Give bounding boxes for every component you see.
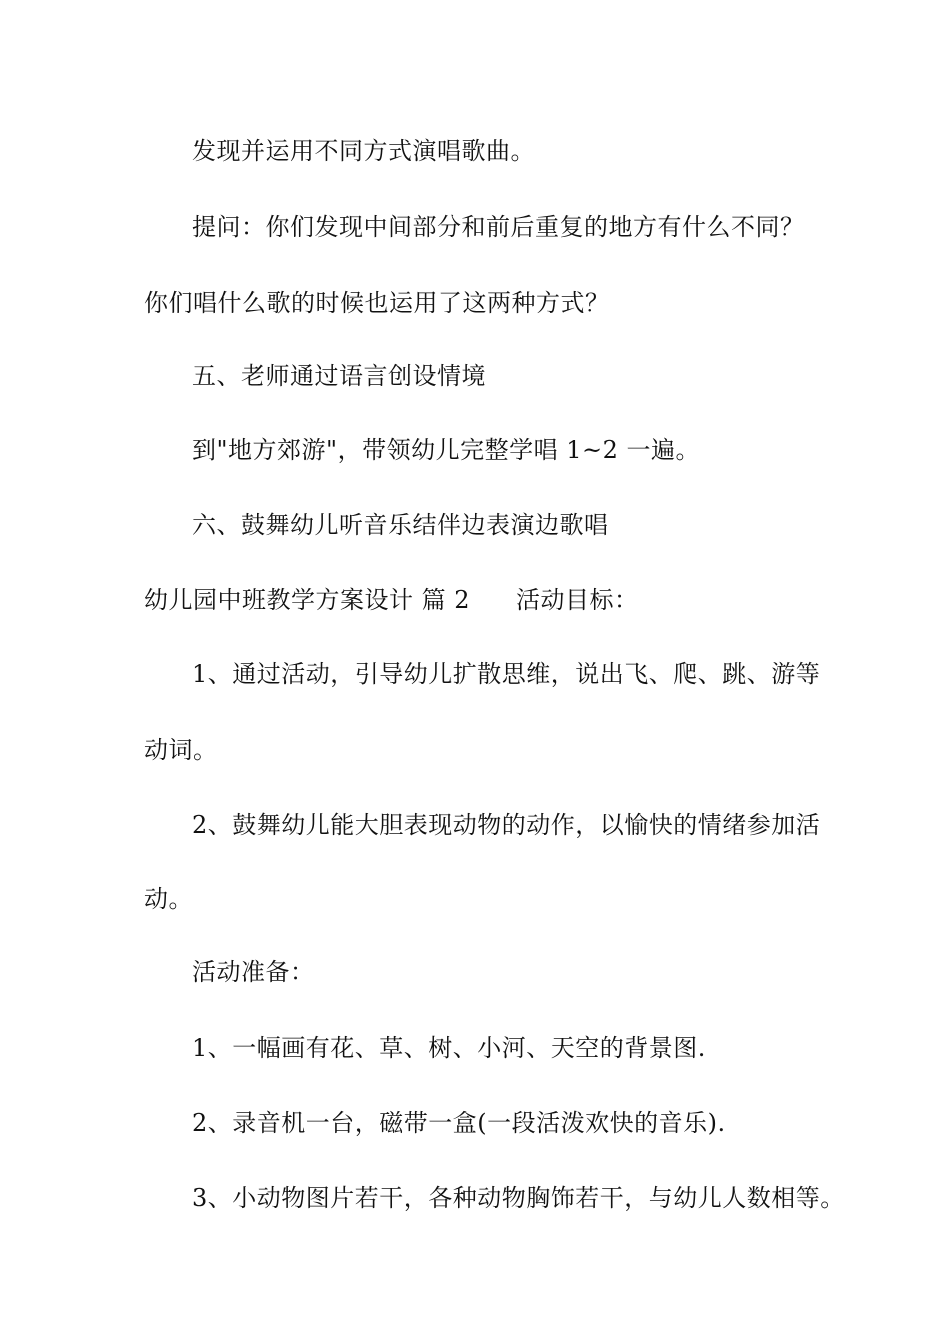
list-item: 2、录音机一台，磁带一盒(一段活泼欢快的音乐). xyxy=(192,1109,726,1137)
section-heading: 六、鼓舞幼儿听音乐结伴边表演边歌唱 xyxy=(192,511,609,539)
section-heading: 五、老师通过语言创设情境 xyxy=(192,362,486,390)
paragraph-line: 提问：你们发现中间部分和前后重复的地方有什么不同？ xyxy=(192,213,805,241)
subsection-heading: 活动目标： xyxy=(516,586,639,614)
list-item: 2、鼓舞幼儿能大胆表现动物的动作，以愉快的情绪参加活 xyxy=(192,811,821,839)
paragraph-line: 到"地方郊游"，带领幼儿完整学唱 1~2 一遍。 xyxy=(192,436,700,464)
paragraph-line: 动词。 xyxy=(144,736,218,764)
article-title: 幼儿园中班教学方案设计 篇 2 xyxy=(144,586,471,614)
subsection-heading: 活动准备： xyxy=(192,958,315,986)
list-item: 3、小动物图片若干，各种动物胸饰若干，与幼儿人数相等。 xyxy=(192,1184,845,1212)
paragraph-line: 你们唱什么歌的时候也运用了这两种方式？ xyxy=(144,289,610,317)
list-item: 1、一幅画有花、草、树、小河、天空的背景图. xyxy=(192,1034,706,1062)
list-item: 1、通过活动，引导幼儿扩散思维，说出飞、爬、跳、游等 xyxy=(192,660,821,688)
paragraph-line: 动。 xyxy=(144,885,193,913)
article-heading-line xyxy=(144,585,639,615)
paragraph-line: 发现并运用不同方式演唱歌曲。 xyxy=(192,137,535,165)
